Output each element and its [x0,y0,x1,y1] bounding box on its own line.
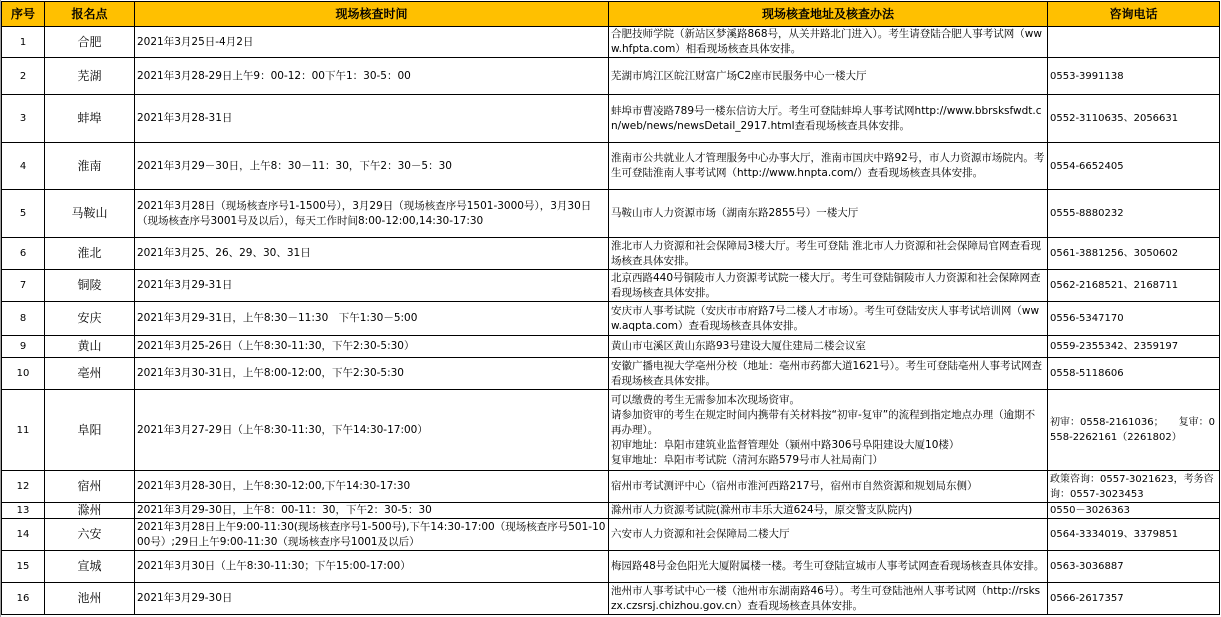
cell-site[interactable]: 铜陵 [45,270,135,302]
cell-time[interactable]: 2021年3月25-26日（上午8:30-11:30，下午2:30-5:30） [135,336,609,358]
address-line: 芜湖市鸠江区皖江财富广场C2座市民服务中心一楼大厅 [611,69,867,82]
table-row [2,190,1220,238]
cell-no[interactable]: 9 [2,336,45,358]
cell-phone[interactable]: 0553-3991138 [1048,58,1220,95]
cell-phone[interactable]: 0559-2355342、2359197 [1048,336,1220,358]
cell-site[interactable]: 宣城 [45,551,135,583]
cell-phone[interactable]: 0555-8880232 [1048,190,1220,238]
table-row [2,27,1220,58]
cell-time[interactable]: 2021年3月25日-4月2日 [135,27,609,58]
cell-site[interactable]: 亳州 [45,358,135,390]
table-row [2,95,1220,143]
cell-time[interactable]: 2021年3月28日上午9:00-11:30(现场核查序号1-500号),下午14:30-17:00（现场核查序号501-1000号）;29日上午9:00-11:30（现场核查序号1001及以后） [135,519,609,551]
address-line: 安庆市人事考试院（安庆市市府路7号二楼人才市场）。考生可登陆安庆人事考试培训网（www.aqpta.com）查看现场核查具体安排。 [611,304,1040,332]
cell-address[interactable] [609,27,1048,58]
cell-phone[interactable]: 0552-3110635、2056631 [1048,95,1220,143]
cell-address[interactable] [609,190,1048,238]
table-row [2,471,1220,503]
table-row [2,503,1220,519]
header-no[interactable]: 序号 [2,2,45,27]
cell-no[interactable]: 16 [2,583,45,615]
cell-address[interactable] [609,390,1048,471]
cell-time[interactable]: 2021年3月28-30日，上午8:30-12:00,下午14:30-17:30 [135,471,609,503]
cell-site[interactable]: 六安 [45,519,135,551]
cell-site[interactable]: 淮南 [45,143,135,190]
header-time[interactable]: 现场核查时间 [135,2,609,27]
cell-no[interactable]: 15 [2,551,45,583]
address-line: 淮南市公共就业人才管理服务中心办事大厅，淮南市国庆中路92号，市人力资源市场院内。考生可登陆淮南人事考试网（http://www.hnpta.com/）查看现场核查具体安排。 [611,152,1045,179]
table-row [2,336,1220,358]
cell-address[interactable] [609,58,1048,95]
address-line: 蚌埠市曹凌路789号一楼东信访大厅。考生可登陆蚌埠人事考试网http://www.bbrsksfwdt.cn/web/news/newsDetail_2917.html查看现场核查具体安排。 [611,104,1042,132]
cell-phone[interactable] [1048,27,1220,58]
table-row [2,551,1220,583]
cell-site[interactable]: 安庆 [45,302,135,336]
cell-phone[interactable]: 初审：0558-2161036； 复审：0558-2262161（2261802） [1048,390,1220,471]
address-line: 淮北市人力资源和社会保障局3楼大厅。考生可登陆 淮北市人力资源和社会保障局官网查看现场核查具体安排。 [611,239,1042,267]
cell-site[interactable]: 滁州 [45,503,135,519]
cell-time[interactable]: 2021年3月25、26、29、30、31日 [135,238,609,270]
cell-address[interactable] [609,503,1048,519]
table-body [2,27,1220,615]
cell-address[interactable] [609,302,1048,336]
cell-time[interactable]: 2021年3月29-31日 [135,270,609,302]
address-line: 安徽广播电视大学亳州分校（地址：亳州市药都大道1621号）。考生可登陆亳州人事考试网查看现场核查具体安排。 [611,359,1042,387]
cell-phone[interactable]: 0564-3334019、3379851 [1048,519,1220,551]
cell-no[interactable]: 5 [2,190,45,238]
cell-time[interactable]: 2021年3月28-29日上午9：00-12：00下午1：30-5：00 [135,58,609,95]
header-phone[interactable]: 咨询电话 [1048,2,1220,27]
cell-time[interactable]: 2021年3月29－30日，上午8：30－11：30，下午2：30－5：30 [135,143,609,190]
cell-phone[interactable]: 0566-2617357 [1048,583,1220,615]
table-row [2,143,1220,190]
cell-address[interactable] [609,95,1048,143]
cell-no[interactable]: 13 [2,503,45,519]
cell-phone[interactable]: 0563-3036887 [1048,551,1220,583]
table-row [2,58,1220,95]
cell-no[interactable]: 4 [2,143,45,190]
header-address[interactable]: 现场核查地址及核查办法 [609,2,1048,27]
cell-time[interactable]: 2021年3月30-31日，上午8:00-12:00，下午2:30-5:30 [135,358,609,390]
cell-no[interactable]: 2 [2,58,45,95]
table-row [2,270,1220,302]
cell-site[interactable]: 黄山 [45,336,135,358]
cell-no[interactable]: 3 [2,95,45,143]
address-line: 黄山市屯溪区黄山东路93号建设大厦住建局二楼会议室 [611,340,866,352]
cell-phone[interactable]: 0561-3881256、3050602 [1048,238,1220,270]
cell-site[interactable]: 蚌埠 [45,95,135,143]
cell-phone[interactable]: 政策咨询：0557-3021623，考务咨询：0557-3023453 [1048,471,1220,503]
cell-site[interactable]: 宿州 [45,471,135,503]
address-line: 六安市人力资源和社会保障局二楼大厅 [611,528,790,540]
table-row [2,390,1220,471]
table-row [2,519,1220,551]
address-line: 初审地址：阜阳市建筑业监督管理处（颍州中路306号阜阳建设大厦10楼） [611,438,960,451]
address-line: 北京西路440号铜陵市人力资源考试院一楼大厅。考生可登陆铜陵市人力资源和社会保障网查看现场核查具体安排。 [611,271,1041,299]
address-line: 梅园路48号金色阳光大厦附属楼一楼。考生可登陆宣城市人事考试网查看现场核查具体安排。 [611,560,1045,572]
cell-address[interactable] [609,551,1048,583]
cell-time[interactable]: 2021年3月29-30日 [135,583,609,615]
cell-no[interactable]: 6 [2,238,45,270]
address-line: 滁州市人力资源考试院(滁州市丰乐大道624号，原交警支队院内) [611,504,913,516]
cell-phone[interactable]: 0550－3026363 [1048,503,1220,519]
address-line: 可以缴费的考生无需参加本次现场资审。 [611,393,800,406]
table-row [2,238,1220,270]
cell-time[interactable]: 2021年3月27-29日（上午8:30-11:30，下午14:30-17:00） [135,390,609,471]
table-row [2,583,1220,615]
cell-time[interactable]: 2021年3月30日（上午8:30-11:30；下午15:00-17:00） [135,551,609,583]
cell-phone[interactable]: 0554-6652405 [1048,143,1220,190]
cell-address[interactable] [609,583,1048,615]
cell-no[interactable]: 12 [2,471,45,503]
cell-phone[interactable]: 0562-2168521、2168711 [1048,270,1220,302]
address-line: 宿州市考试测评中心（宿州市淮河西路217号，宿州市自然资源和规划局东侧） [611,480,978,492]
address-line: 复审地址：阜阳市考试院（清河东路579号市人社局南门） [611,453,884,466]
verification-schedule-table [1,1,1220,615]
cell-site[interactable]: 马鞍山 [45,190,135,238]
cell-address[interactable] [609,358,1048,390]
cell-phone[interactable]: 0556-5347170 [1048,302,1220,336]
cell-site[interactable]: 阜阳 [45,390,135,471]
cell-address[interactable] [609,519,1048,551]
cell-no[interactable]: 7 [2,270,45,302]
cell-address[interactable] [609,471,1048,503]
cell-time[interactable]: 2021年3月29-30日，上午8：00-11：30，下午2：30-5：30 [135,503,609,519]
cell-no[interactable]: 11 [2,390,45,471]
cell-time[interactable]: 2021年3月28日（现场核查序号1-1500号），3月29日（现场核查序号1501-3000号），3月30日（现场核查序号3001号及以后），每天工作时间8:00-12:00,14:30-17:30 [135,190,609,238]
cell-time[interactable]: 2021年3月28-31日 [135,95,609,143]
cell-site[interactable]: 淮北 [45,238,135,270]
cell-no[interactable]: 14 [2,519,45,551]
cell-no[interactable]: 1 [2,27,45,58]
address-line: 请参加资审的考生在规定时间内携带有关材料按“初审-复审”的流程到指定地点办理（逾期不再办理）。 [611,408,1036,436]
cell-phone[interactable]: 0558-5118606 [1048,358,1220,390]
cell-no[interactable]: 8 [2,302,45,336]
address-line: 合肥技师学院（新站区梦溪路868号，从关井路北门进入）。考生请登陆合肥人事考试网（www.hfpta.com）相看现场核查具体安排。 [611,28,1042,55]
address-line: 池州市人事考试中心一楼（池州市东湖南路46号）。考生可登陆池州人事考试网（http://rskszx.czsrsj.chizhou.gov.cn）查看现场核查具体安排。 [611,584,1041,612]
cell-time[interactable]: 2021年3月29-31日，上午8:30－11:30 下午1:30－5:00 [135,302,609,336]
cell-address[interactable] [609,336,1048,358]
cell-site[interactable]: 合肥 [45,27,135,58]
header-row [2,2,1220,27]
cell-address[interactable] [609,238,1048,270]
cell-address[interactable] [609,143,1048,190]
cell-site[interactable]: 池州 [45,583,135,615]
header-site[interactable]: 报名点 [45,2,135,27]
cell-address[interactable] [609,270,1048,302]
address-line: 马鞍山市人力资源市场（湖南东路2855号）一楼大厅 [611,207,859,219]
table-row [2,358,1220,390]
table-row [2,302,1220,336]
cell-site[interactable]: 芜湖 [45,58,135,95]
cell-no[interactable]: 10 [2,358,45,390]
